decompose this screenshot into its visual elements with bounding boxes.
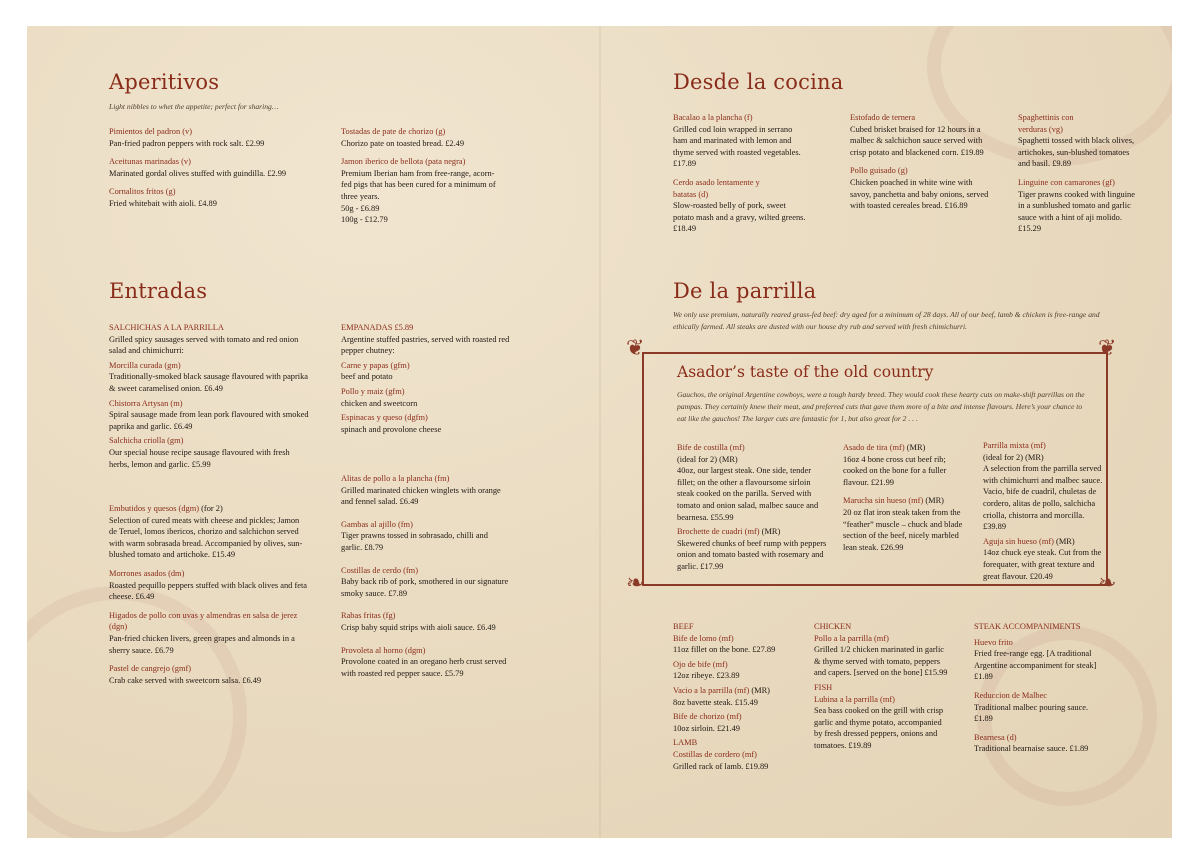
item-name: Pollo guisado (g): [850, 166, 908, 176]
menu-item: [341, 610, 511, 633]
menu-item: [109, 663, 309, 686]
category-title: LAMB: [673, 738, 698, 748]
menu-item: [341, 519, 511, 554]
item-desc: Fried whitebait with aioli. £4.89: [109, 198, 217, 208]
item-name: [109, 503, 309, 515]
category-title-text: EMPANADAS: [341, 323, 393, 332]
item-name: Estofado de ternera: [850, 113, 916, 122]
menu-item: [814, 633, 949, 679]
salchichas-group: [109, 322, 309, 357]
item-desc: Grilled 1/2 chicken marinated in garlic & thyme served with tomato, peppers and capers. [served on the bone] £15.99: [814, 645, 948, 678]
category-title: FISH: [814, 682, 833, 692]
item-desc: beef and potato: [341, 372, 393, 382]
item-name: Linguine con camarones (gf): [1018, 177, 1115, 187]
item-name-text: Embutidos y quesos (dgm): [109, 504, 200, 513]
item-desc: Grilled marinated chicken winglets with orange and fennel salad. £6.49: [341, 485, 501, 507]
flourish-icon: ❦: [626, 336, 645, 361]
item-desc: Spaghetti tossed with black olives, artichokes, sun-blushed tomatoes and basil. £9.89: [1018, 136, 1135, 169]
item-desc: 16oz 4 bone cross cut beef rib; cooked on the bone for a fuller flavour. £21.99: [843, 454, 947, 487]
item-name: Costillas de cerdo (fm): [341, 565, 418, 575]
item-name: [677, 526, 827, 538]
item-desc: Traditional malbec pouring sauce. £1.89: [974, 702, 1089, 724]
page-fold: [599, 26, 601, 838]
item-desc: spinach and provolone cheese: [341, 424, 442, 434]
accompaniments-column: [974, 621, 1104, 762]
item-desc: Chorizo pate on toasted bread. £2.49: [341, 138, 465, 148]
item-name: Pimientos del padron (v): [109, 127, 193, 136]
menu-item: [1018, 177, 1143, 235]
aperitivos-heading: Aperitivos: [109, 70, 220, 94]
item-name: Pastel de cangrejo (gmf): [109, 664, 192, 674]
item-name: Jamon iberico de bellota (pata negra): [341, 157, 466, 167]
item-name: Lubina a la parrilla (mf): [814, 694, 895, 704]
menu-item: [341, 412, 511, 435]
menu-item: [974, 637, 1104, 683]
aperitivos-column-1: [109, 126, 324, 217]
item-desc: Chicken poached in white wine with savoy, panchetta and baby onions, served with toasted cereales bread. £16.89: [850, 177, 989, 211]
item-name: Rabas fritas (fg): [341, 611, 396, 621]
parrilla-heading: De la parrilla: [673, 279, 817, 303]
item-name-text: Marucha sin hueso (mf): [843, 496, 924, 506]
item-serving: (MR): [1053, 536, 1075, 546]
item-name: Provoleta al horno (dgm): [341, 645, 426, 655]
item-name: Parrilla mixta (mf): [983, 441, 1046, 450]
item-name: Pollo a la parrilla (mf): [814, 633, 889, 643]
aperitivos-column-2: [341, 126, 501, 233]
menu-item: [673, 633, 808, 656]
asador-column-3: [983, 440, 1103, 585]
menu-item: [109, 568, 309, 603]
item-desc: Traditional bearnaise sauce. £1.89: [974, 744, 1089, 754]
item-name: Cerdo asado lentamente y batatas (d): [673, 177, 760, 199]
menu-item: [843, 442, 971, 488]
menu-item: [109, 435, 309, 470]
parrilla-intro: We only use premium, naturally reared grass-fed beef: dry aged for a minimum of 28 days. All of our beef, lamb & chicken is free-range and ethically farmed. All steaks are dusted with our house dry rub and served with fresh chimichurri.: [673, 310, 1100, 331]
menu-item: [850, 112, 990, 158]
cocina-column-1: [673, 112, 808, 242]
item-desc: Selection of cured meats with cheese and pickles; Jamon de Teruel, lomos ibericos, chorizo and salchichon served with warm sobrasada bread. Accompanied by olives, sun-blushed tomato and artichoke. £15.49: [109, 515, 303, 560]
menu-item: [673, 177, 808, 235]
item-desc: Our special house recipe sausage flavoured with fresh herbs, lemon and garlic. £5.99: [109, 447, 290, 469]
menu-item: [673, 749, 808, 772]
item-desc: chicken and sweetcorn: [341, 398, 418, 408]
item-desc: 40oz, our largest steak. One side, tender fillet; on the other a flavoursome sirloin steak cooked on the parilla. Served with tomato and onion salad, malbec sauce and bearnesa. £55.99: [677, 466, 819, 522]
item-name: Carne y papas (gfm): [341, 360, 410, 370]
menu-item: [983, 536, 1103, 582]
beef-column: [673, 621, 808, 775]
item-serving: (MR): [749, 685, 770, 695]
item-name: Reduccion de Malbec: [974, 690, 1048, 700]
item-serving: (ideal for 2) (MR): [983, 452, 1044, 462]
item-price: 100g - £12.79: [341, 215, 388, 225]
chicken-column: [814, 621, 949, 755]
category-title: SALCHICHAS A LA PARRILLA: [109, 323, 224, 332]
asador-title: Asador’s taste of the old country: [677, 363, 934, 381]
category-desc: Argentine stuffed pastries, served with roasted red pepper chutney:: [341, 334, 510, 356]
item-desc: Skewered chunks of beef rump with peppers onion and tomato basted with rosemary and garlic. £17.99: [677, 538, 827, 571]
item-desc: Grilled rack of lamb. £19.89: [673, 761, 769, 771]
item-name: Bife de lomo (mf): [673, 633, 734, 643]
item-desc: Roasted pequillo peppers stuffed with black olives and feta cheese. £6.49: [109, 580, 308, 602]
item-desc: Crab cake served with sweetcorn salsa. £6.49: [109, 675, 262, 685]
menu-item: [673, 685, 808, 708]
item-name: Bife de chorizo (mf): [673, 712, 742, 722]
menu-item: [974, 732, 1104, 755]
category-desc: Grilled spicy sausages served with tomato and red onion salad and chimichurri:: [109, 334, 299, 356]
item-desc: Traditionally-smoked black sausage flavoured with paprika & sweet caramelised onion. £6.49: [109, 372, 309, 393]
menu-item: [109, 186, 324, 209]
menu-item: [341, 473, 511, 508]
menu-item: [341, 156, 501, 226]
entradas-column-1: [109, 322, 309, 473]
menu-item: [109, 398, 309, 433]
category-title: STEAK ACCOMPANIMENTS: [974, 622, 1081, 631]
item-desc: Premium Iberian ham from free-range, acorn-fed pigs that has been cured for a minimum of three years.: [341, 168, 496, 201]
menu-item: [109, 503, 309, 561]
menu-item: [341, 126, 501, 149]
item-name: Gambas al ajillo (fm): [341, 519, 413, 529]
menu-item: [850, 165, 990, 211]
category-title: BEEF: [673, 622, 694, 631]
aperitivos-intro: Light nibbles to whet the appetite; perfect for sharing…: [109, 102, 279, 111]
item-desc: 20 oz flat iron steak taken from the “feather” muscle – chuck and blade section of the beef, nicely marbled lean steak. £26.99: [843, 507, 963, 552]
item-serving: (MR): [759, 527, 781, 537]
item-desc: Fried free-range egg. [A traditional Argentine accompaniment for steak] £1.89: [974, 649, 1097, 682]
item-name: Tostadas de pate de chorizo (g): [341, 127, 446, 136]
item-name: Bife de costilla (mf): [677, 443, 745, 452]
entradas-column-2: [341, 322, 511, 438]
item-name: Salchicha criolla (gm): [109, 436, 184, 446]
menu-item: [341, 645, 511, 680]
item-desc: 14oz chuck eye steak. Cut from the forequater, with great texture and great flavour. £20.49: [983, 548, 1102, 581]
asador-intro: Gauchos, the original Argentine cowboys, were a tough hardy breed. They would cook these hearty cuts on make-shift parrillas on the pampas. They certainly knew their meat, and preferred cuts that gave them more of a bite and intense flavours. Here’s your chance to eat like the gauchos! The larger cuts are fantastic for 1, but also great for 2 . . .: [677, 390, 1085, 423]
menu-item: [983, 440, 1103, 533]
item-desc: 12oz ribeye. £23.89: [673, 671, 740, 681]
item-serving: (MR): [923, 496, 944, 506]
menu-item: [677, 526, 827, 572]
item-name: [843, 495, 971, 507]
menu-item: [1018, 112, 1143, 170]
asador-column-1: [677, 442, 827, 576]
item-desc: Grilled cod loin wrapped in serrano ham and marinated with lemon and thyme served with roasted vegetables. £17.89: [673, 124, 801, 169]
cocina-heading: Desde la cocina: [673, 70, 844, 94]
menu-item: [109, 126, 324, 149]
entradas-heading: Entradas: [109, 279, 208, 303]
menu-item: [673, 112, 808, 170]
empanadas-group: [341, 322, 511, 357]
menu-item: [974, 690, 1104, 725]
item-name: Alitas de pollo a la plancha (fm): [341, 474, 450, 483]
item-desc: 11oz fillet on the bone. £27.89: [673, 645, 776, 655]
item-name: Aceitunas marinadas (v): [109, 157, 191, 167]
item-serving: (MR): [904, 443, 926, 452]
item-serving: (ideal for 2) (MR): [677, 454, 738, 464]
item-name: Morcilla curada (gm): [109, 360, 181, 370]
menu-item: [109, 360, 309, 395]
item-name: Spaghettinis con verduras (vg): [1018, 113, 1074, 134]
item-name-text: Aguja sin hueso (mf): [983, 536, 1054, 546]
item-name: Morrones asados (dm): [109, 568, 185, 578]
item-name-text: Asado de tira (mf): [843, 443, 905, 452]
menu-item: [843, 495, 971, 553]
category-price: £5.89: [392, 323, 414, 332]
item-name: Higados de pollo con uvas y almendras en salsa de jerez (dgn): [109, 610, 298, 632]
menu-item: [341, 386, 511, 409]
menu-item: [673, 659, 808, 682]
item-name: Espinacas y queso (dgfm): [341, 413, 428, 423]
item-name-text: Vacio a la parrilla (mf): [673, 685, 750, 695]
item-desc: A selection from the parrilla served with chimichurri and malbec sauce. Vacio, bife de cuadril, chuletas de cordero, alitas de pollo, salchicha criolla, chistorra and morcilla. £39.89: [983, 464, 1103, 532]
flourish-icon: ❦: [1098, 336, 1117, 361]
item-desc: Tiger prawns cooked with linguine in a sunblushed tomato and garlic sauce with a hint of aji molido. £15.29: [1018, 189, 1135, 234]
menu-item: [109, 156, 324, 179]
cocina-column-2: [850, 112, 990, 219]
item-name: Ojo de bife (mf): [673, 659, 728, 669]
item-desc: Slow-roasted belly of pork, sweet potato mash and a gravy, wilted greens. £18.49: [673, 201, 806, 234]
cocina-column-3: [1018, 112, 1143, 242]
flourish-icon: ❧: [626, 571, 645, 596]
item-name: Costillas de cordero (mf): [673, 749, 757, 759]
entradas-column-1b: [109, 503, 309, 693]
item-name: [843, 442, 971, 454]
item-price: 50g - £6.89: [341, 203, 380, 213]
item-desc: Spiral sausage made from lean pork flavoured with smoked paprika and garlic. £6.49: [109, 410, 309, 431]
item-name: Chistorra Artysan (m): [109, 398, 183, 408]
item-name: Bearnesa (d): [974, 732, 1017, 742]
item-name: Huevo frito: [974, 637, 1013, 647]
category-title: [341, 322, 511, 334]
asador-column-2: [843, 442, 971, 556]
item-desc: Cubed brisket braised for 12 hours in a malbec & salchichon sauce served with crisp potato and blackened corn. £19.89: [850, 124, 984, 157]
item-name-text: Brochette de cuadri (mf): [677, 527, 760, 537]
item-desc: Marinated gordal olives stuffed with guindilla. £2.99: [109, 168, 287, 178]
item-serving: (for 2): [199, 504, 223, 513]
menu-item: [677, 442, 827, 523]
item-desc: Pan-fried chicken livers, green grapes and almonds in a sherry sauce. £6.79: [109, 633, 295, 655]
item-name: Cornalitos fritos (g): [109, 187, 176, 197]
item-desc: Provolone coated in an oregano herb crust served with roasted red pepper sauce. £5.79: [341, 657, 507, 678]
category-title: CHICKEN: [814, 622, 852, 631]
menu-item: [673, 711, 808, 734]
menu-item: [109, 610, 309, 656]
flourish-icon: ❧: [1098, 571, 1117, 596]
item-desc: Crisp baby squid strips with aioli sauce. £6.49: [341, 622, 496, 632]
item-name: Pollo y maiz (gfm): [341, 386, 405, 396]
entradas-column-2b: [341, 473, 511, 686]
item-desc: 8oz bavette steak. £15.49: [673, 697, 758, 707]
item-desc: 10oz sirloin. £21.49: [673, 723, 740, 733]
item-name: [673, 685, 808, 697]
menu-item: [341, 565, 511, 600]
item-name: [983, 536, 1103, 548]
item-name: Bacalao a la plancha (f): [673, 113, 753, 122]
item-desc: Sea bass cooked on the grill with crisp garlic and thyme potato, accompanied by fresh dressed peppers, onions and tomatoes. £19.89: [814, 706, 944, 750]
item-desc: Tiger prawns tossed in sobrasado, chilli and garlic. £8.79: [341, 531, 488, 552]
item-desc: Pan-fried padron peppers with rock salt. £2.99: [109, 138, 265, 148]
menu-item: [341, 360, 511, 383]
item-desc: Baby back rib of pork, smothered in our signature smoky sauce. £7.89: [341, 577, 509, 598]
menu-item: [814, 694, 949, 752]
